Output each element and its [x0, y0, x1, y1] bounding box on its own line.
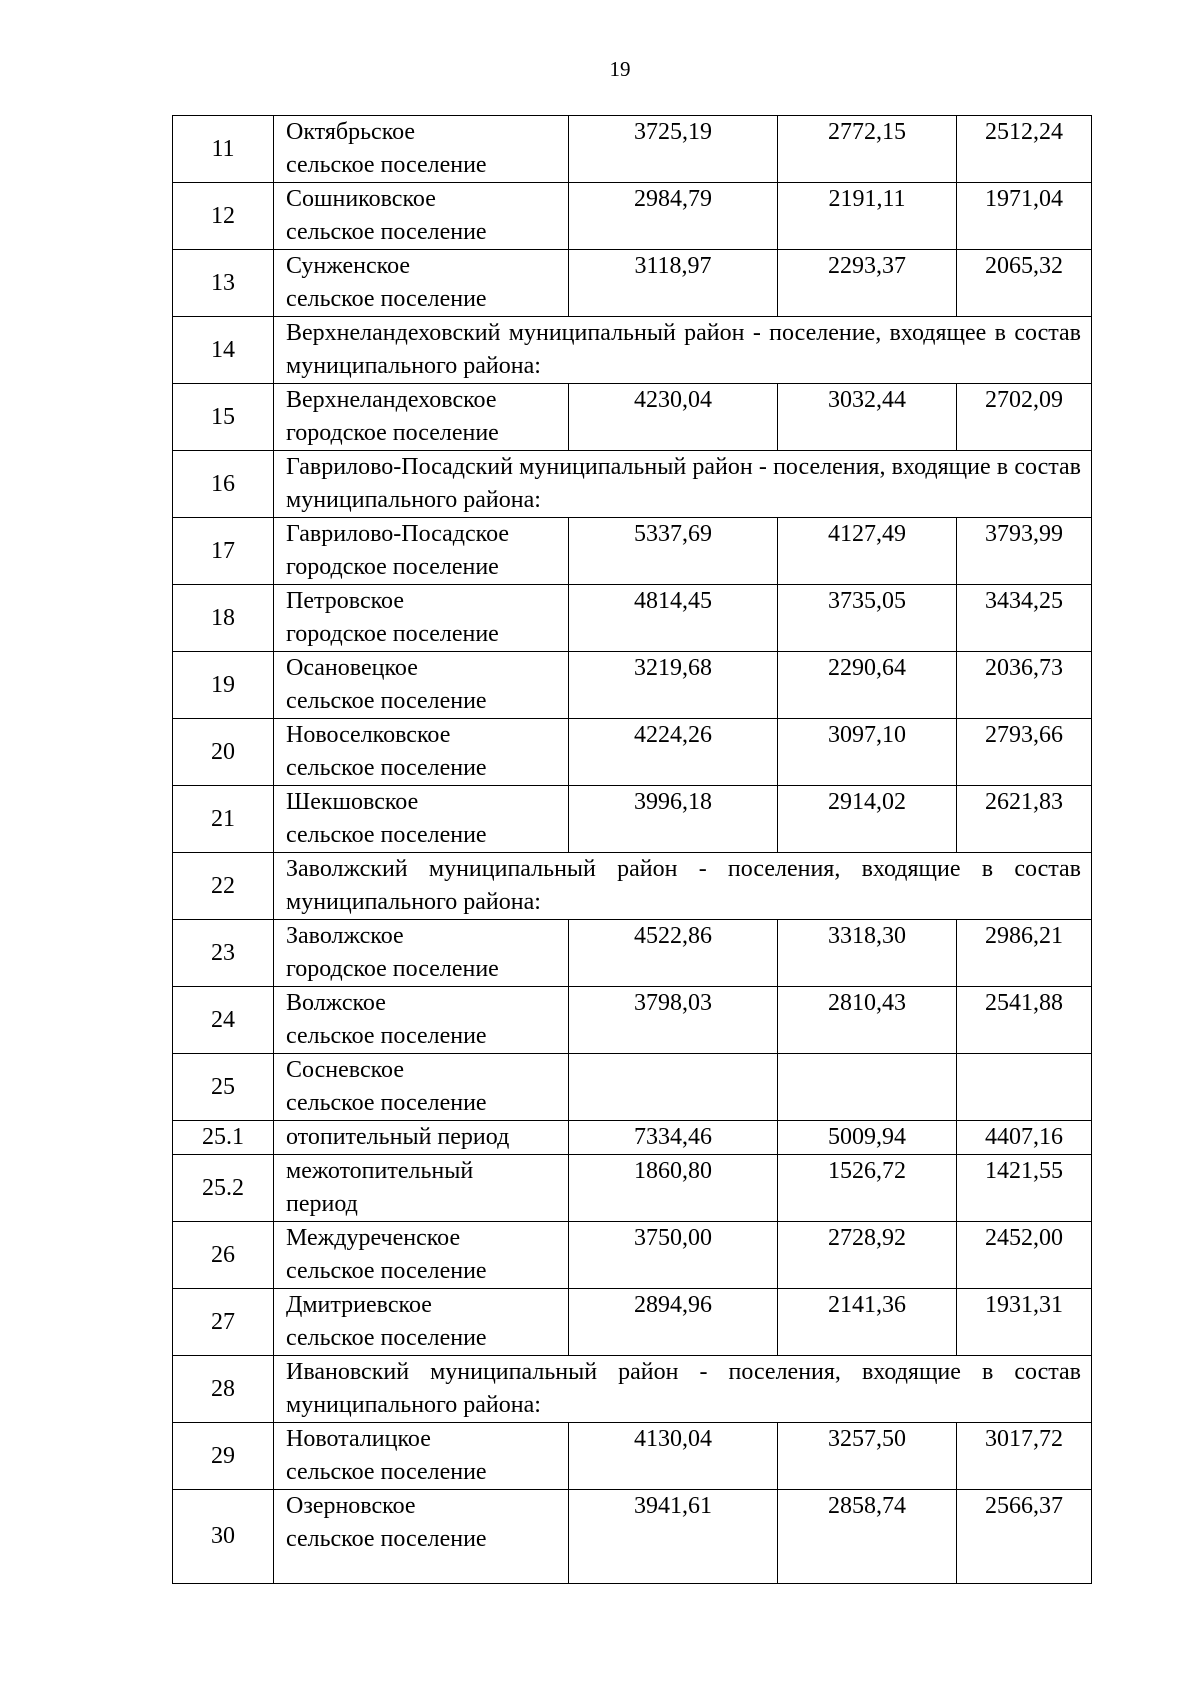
value-cell: 1860,80 [569, 1155, 778, 1222]
row-number: 30 [173, 1490, 274, 1584]
value-cell: 4130,04 [569, 1423, 778, 1490]
settlement-name: Новоталицкое сельское поселение [274, 1423, 569, 1490]
row-number: 19 [173, 652, 274, 719]
table-row [173, 1289, 1092, 1356]
value-cell: 2452,00 [957, 1222, 1092, 1289]
settlement-name: Октябрьское сельское поселение [274, 116, 569, 183]
settlement-name: Верхнеландеховское городское поселение [274, 384, 569, 451]
value-cell: 1971,04 [957, 183, 1092, 250]
table-row [173, 1121, 1092, 1155]
row-number: 20 [173, 719, 274, 786]
table-row [173, 920, 1092, 987]
value-cell: 2290,64 [778, 652, 957, 719]
table-row [173, 250, 1092, 317]
value-cell: 2984,79 [569, 183, 778, 250]
table-row [173, 1222, 1092, 1289]
settlement-name: межотопительный период [274, 1155, 569, 1222]
table-row [173, 585, 1092, 652]
row-number: 11 [173, 116, 274, 183]
row-number: 26 [173, 1222, 274, 1289]
row-number: 18 [173, 585, 274, 652]
value-cell: 1931,31 [957, 1289, 1092, 1356]
page-number: 19 [609, 57, 631, 81]
row-number: 12 [173, 183, 274, 250]
settlement-name: Заволжское городское поселение [274, 920, 569, 987]
value-cell: 3318,30 [778, 920, 957, 987]
value-cell: 3434,25 [957, 585, 1092, 652]
district-header-row [173, 1356, 1092, 1423]
value-cell: 2858,74 [778, 1490, 957, 1584]
value-cell: 7334,46 [569, 1121, 778, 1155]
table-row [173, 1423, 1092, 1490]
value-cell: 3996,18 [569, 786, 778, 853]
table-row [173, 384, 1092, 451]
value-cell: 3257,50 [778, 1423, 957, 1490]
row-number: 24 [173, 987, 274, 1054]
value-cell: 3219,68 [569, 652, 778, 719]
row-number: 17 [173, 518, 274, 585]
settlement-name: Междуреченское сельское поселение [274, 1222, 569, 1289]
value-cell: 1421,55 [957, 1155, 1092, 1222]
district-header-row [173, 451, 1092, 518]
settlement-name: Осановецкое сельское поселение [274, 652, 569, 719]
value-cell: 4127,49 [778, 518, 957, 585]
value-cell: 3798,03 [569, 987, 778, 1054]
settlement-name: Сосневское сельское поселение [274, 1054, 569, 1121]
value-cell: 4230,04 [569, 384, 778, 451]
value-cell: 3118,97 [569, 250, 778, 317]
value-cell: 4407,16 [957, 1121, 1092, 1155]
value-cell: 2894,96 [569, 1289, 778, 1356]
settlement-name: Петровское городское поселение [274, 585, 569, 652]
table-row [173, 719, 1092, 786]
row-number: 27 [173, 1289, 274, 1356]
table-row [173, 1490, 1092, 1584]
value-cell [778, 1054, 957, 1121]
value-cell: 2141,36 [778, 1289, 957, 1356]
value-cell [957, 1054, 1092, 1121]
table-row [173, 183, 1092, 250]
settlement-name: Сошниковское сельское поселение [274, 183, 569, 250]
table-row [173, 987, 1092, 1054]
value-cell: 3097,10 [778, 719, 957, 786]
value-cell: 2541,88 [957, 987, 1092, 1054]
value-cell: 2702,09 [957, 384, 1092, 451]
table-row [173, 786, 1092, 853]
value-cell: 3725,19 [569, 116, 778, 183]
row-number: 28 [173, 1356, 274, 1423]
value-cell: 2810,43 [778, 987, 957, 1054]
value-cell: 2621,83 [957, 786, 1092, 853]
value-cell: 2512,24 [957, 116, 1092, 183]
value-cell: 3032,44 [778, 384, 957, 451]
value-cell: 4814,45 [569, 585, 778, 652]
tariff-table [172, 115, 1092, 1584]
district-heading: Верхнеландеховский муниципальный район - поселение, входящее в состав муниципального района: [274, 317, 1092, 384]
district-heading: Гаврилово-Посадский муниципальный район - поселения, входящие в состав муниципального района: [274, 451, 1092, 518]
value-cell: 2065,32 [957, 250, 1092, 317]
value-cell: 2191,11 [778, 183, 957, 250]
value-cell: 5009,94 [778, 1121, 957, 1155]
row-number: 25.1 [173, 1121, 274, 1155]
settlement-name: Новоселковское сельское поселение [274, 719, 569, 786]
row-number: 29 [173, 1423, 274, 1490]
table-row [173, 1155, 1092, 1222]
value-cell: 1526,72 [778, 1155, 957, 1222]
value-cell: 2728,92 [778, 1222, 957, 1289]
value-cell: 5337,69 [569, 518, 778, 585]
row-number: 25 [173, 1054, 274, 1121]
table-row [173, 116, 1092, 183]
row-number: 16 [173, 451, 274, 518]
value-cell: 2566,37 [957, 1490, 1092, 1584]
value-cell: 3017,72 [957, 1423, 1092, 1490]
row-number: 25.2 [173, 1155, 274, 1222]
district-header-row [173, 853, 1092, 920]
settlement-name: Шекшовское сельское поселение [274, 786, 569, 853]
value-cell: 2036,73 [957, 652, 1092, 719]
row-number: 13 [173, 250, 274, 317]
value-cell: 2986,21 [957, 920, 1092, 987]
row-number: 22 [173, 853, 274, 920]
table-row [173, 1054, 1092, 1121]
settlement-name: Волжское сельское поселение [274, 987, 569, 1054]
value-cell: 2793,66 [957, 719, 1092, 786]
value-cell [569, 1054, 778, 1121]
table-row [173, 652, 1092, 719]
value-cell: 3735,05 [778, 585, 957, 652]
settlement-name: Озерновское сельское поселение [274, 1490, 569, 1584]
value-cell: 2293,37 [778, 250, 957, 317]
value-cell: 3793,99 [957, 518, 1092, 585]
settlement-name: отопительный период [274, 1121, 569, 1155]
row-number: 14 [173, 317, 274, 384]
row-number: 23 [173, 920, 274, 987]
row-number: 15 [173, 384, 274, 451]
value-cell: 4522,86 [569, 920, 778, 987]
value-cell: 2914,02 [778, 786, 957, 853]
district-header-row [173, 317, 1092, 384]
district-heading: Заволжский муниципальный район - поселения, входящие в состав муниципального района: [274, 853, 1092, 920]
district-heading: Ивановский муниципальный район - поселения, входящие в состав муниципального района: [274, 1356, 1092, 1423]
value-cell: 3941,61 [569, 1490, 778, 1584]
row-number: 21 [173, 786, 274, 853]
settlement-name: Дмитриевское сельское поселение [274, 1289, 569, 1356]
settlement-name: Сунженское сельское поселение [274, 250, 569, 317]
value-cell: 2772,15 [778, 116, 957, 183]
table-row [173, 518, 1092, 585]
settlement-name: Гаврилово-Посадское городское поселение [274, 518, 569, 585]
value-cell: 3750,00 [569, 1222, 778, 1289]
value-cell: 4224,26 [569, 719, 778, 786]
